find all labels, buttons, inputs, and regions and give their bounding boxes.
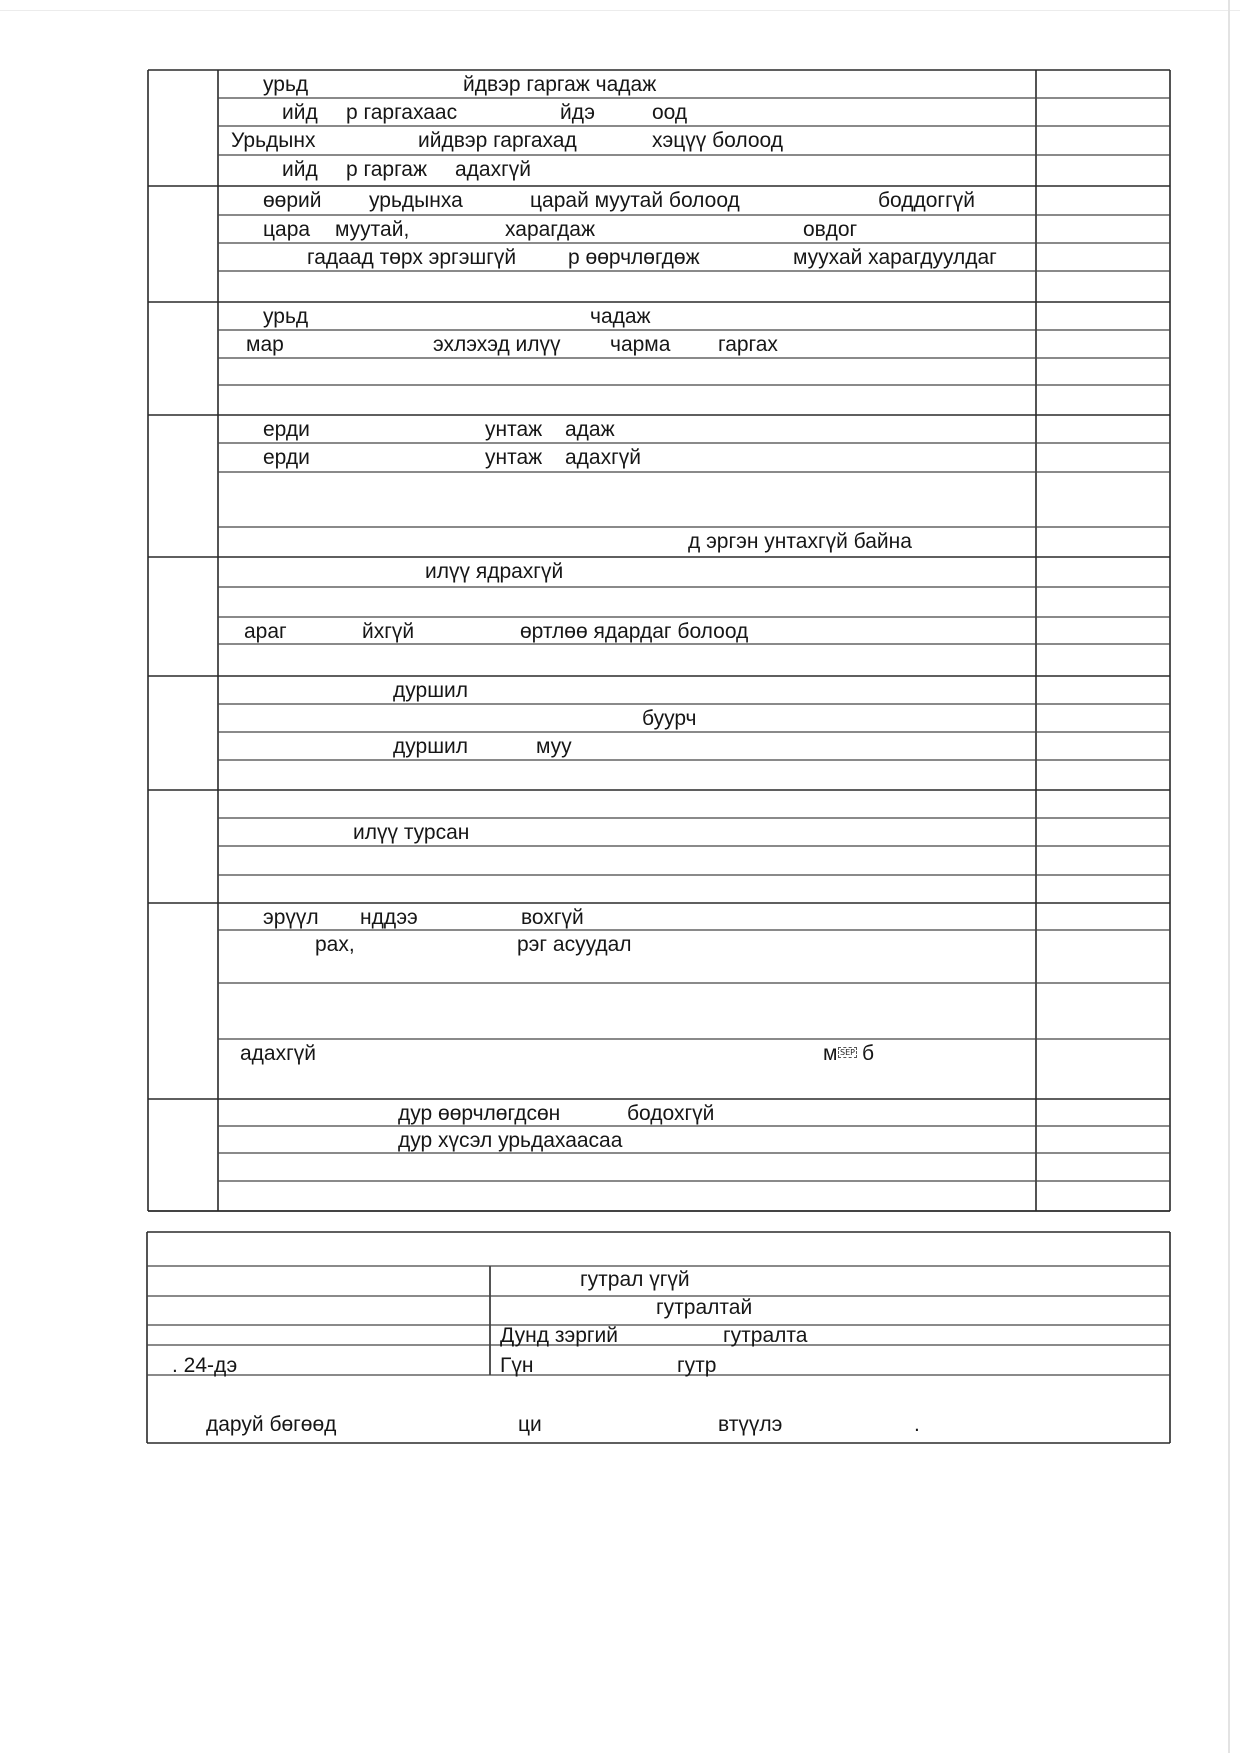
question-text: харагдаж bbox=[505, 218, 595, 241]
question-text: д эргэн унтахгүй байна bbox=[688, 530, 912, 553]
question-text: эхлэхэд илүү bbox=[433, 333, 561, 356]
question-text: илүү ядрахгүй bbox=[425, 560, 564, 583]
question-text: гаргах bbox=[718, 333, 778, 356]
question-text: нддээ bbox=[360, 906, 418, 929]
question-text: ийд bbox=[282, 158, 318, 181]
inline-letter: м bbox=[823, 1042, 838, 1065]
question-text: Урьдынх bbox=[231, 129, 316, 152]
question-text: урьд bbox=[263, 73, 309, 96]
question-text: ерди bbox=[263, 418, 310, 441]
question-text: овдог bbox=[803, 218, 858, 241]
question-text: урьдынха bbox=[369, 189, 463, 212]
question-text: эрүүл bbox=[263, 906, 319, 929]
question-text: йдэ bbox=[560, 101, 595, 124]
question-text: гадаад төрх эргэшгүй bbox=[307, 246, 517, 269]
sep-marker: SEP bbox=[840, 1048, 855, 1057]
question-text: боддоггүй bbox=[878, 189, 975, 212]
question-text: муутай, bbox=[335, 218, 410, 241]
question-text: илүү турсан bbox=[353, 821, 470, 844]
question-text: дуршил bbox=[393, 679, 469, 702]
scan-right-edge bbox=[1228, 0, 1230, 1753]
score-label: гутралта bbox=[723, 1324, 808, 1347]
question-text: унтаж bbox=[485, 446, 543, 469]
question-text: цара bbox=[263, 218, 311, 241]
question-text: царай муутай болоод bbox=[530, 189, 740, 212]
question-text: вохгүй bbox=[521, 906, 584, 929]
question-text: мар bbox=[246, 333, 284, 356]
question-text: хэцүү болоод bbox=[652, 129, 783, 152]
question-text: оод bbox=[652, 101, 688, 124]
question-text: өөрий bbox=[263, 189, 322, 212]
question-text: р гаргахаас bbox=[346, 101, 458, 124]
question-text: рах, bbox=[315, 933, 355, 956]
score-note: ци bbox=[518, 1413, 542, 1436]
question-text: адаж bbox=[565, 418, 615, 441]
score-note: даруй бөгөөд bbox=[206, 1413, 337, 1436]
question-text: дур өөрчлөгдсөн bbox=[398, 1102, 561, 1125]
question-text: ийдвэр гаргахад bbox=[418, 129, 577, 152]
question-text: ийд bbox=[282, 101, 318, 124]
score-label: Гүн bbox=[500, 1354, 534, 1377]
question-text: йдвэр гаргаж чадаж bbox=[463, 73, 657, 96]
question-text: адахгүй bbox=[565, 446, 642, 469]
question-text: бодохгүй bbox=[627, 1102, 715, 1125]
score-range: . 24-дэ bbox=[172, 1354, 238, 1377]
score-label: гутрал үгүй bbox=[580, 1268, 690, 1291]
score-note: . bbox=[914, 1413, 920, 1436]
question-text: р гаргаж bbox=[346, 158, 427, 181]
inline-letter: б bbox=[862, 1042, 875, 1065]
question-text: араг bbox=[244, 620, 287, 643]
question-text: буурч bbox=[642, 707, 697, 730]
question-text: йхгүй bbox=[362, 620, 415, 643]
question-text: муухай харагдуулдаг bbox=[793, 246, 997, 269]
question-text: рэг асуудал bbox=[517, 933, 632, 956]
question-text: дур хүсэл урьдахаасаа bbox=[398, 1129, 623, 1152]
scan-top-edge bbox=[0, 10, 1240, 11]
question-text: муу bbox=[536, 735, 572, 758]
question-text: адахгүй bbox=[240, 1042, 317, 1065]
question-text: унтаж bbox=[485, 418, 543, 441]
question-text: адахгүй bbox=[455, 158, 532, 181]
question-text: өртлөө ядардаг болоод bbox=[520, 620, 749, 643]
question-text: чарма bbox=[610, 333, 671, 356]
question-text: дуршил bbox=[393, 735, 469, 758]
score-label: гутр bbox=[677, 1354, 717, 1377]
score-label: Дунд зэргий bbox=[500, 1324, 619, 1347]
question-text: ерди bbox=[263, 446, 310, 469]
score-label: гутралтай bbox=[656, 1296, 753, 1319]
score-note: втүүлэ bbox=[718, 1413, 783, 1436]
question-text: р өөрчлөгдөж bbox=[568, 246, 700, 269]
question-text: чадаж bbox=[590, 305, 651, 328]
question-text: урьд bbox=[263, 305, 309, 328]
